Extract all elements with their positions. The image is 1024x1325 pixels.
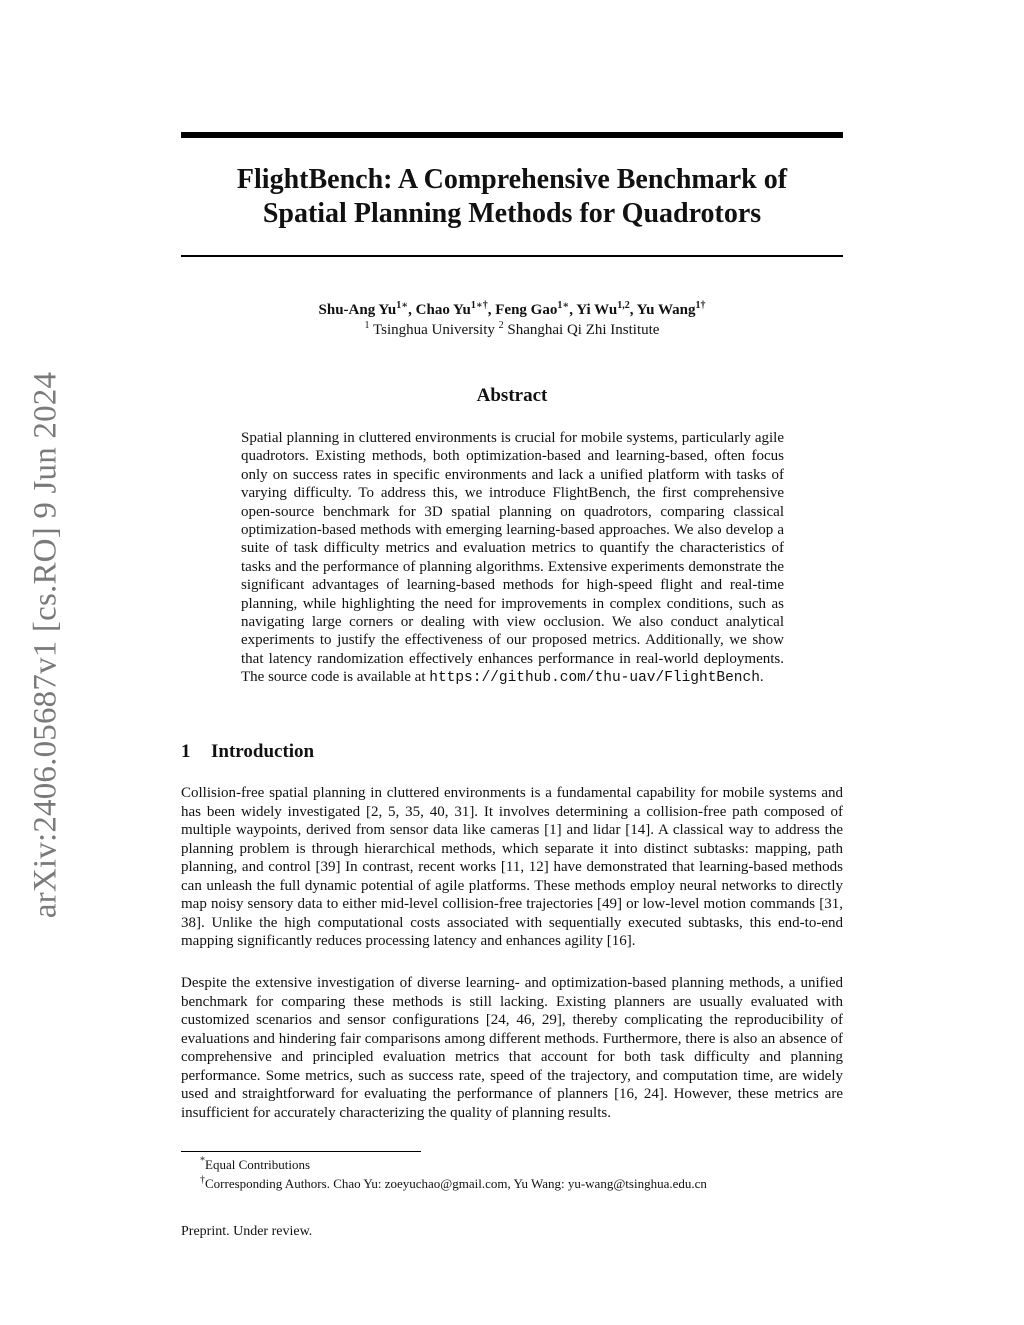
preprint-notice: Preprint. Under review. bbox=[181, 1224, 313, 1239]
title-line-1: FlightBench: A Comprehensive Benchmark of bbox=[236, 164, 788, 195]
author-list: Shu-Ang $Yu^{1∗}$, Chao $Yu^{1∗\dagger}$, Feng Gao$^{1∗}$, Yi Wu$^{1,2}$, Yu Wang$^{1\dagger}$ bbox=[318, 300, 706, 318]
author-name: Feng Gao bbox=[495, 302, 558, 318]
intro-paragraph-1: Collision-free spatial planning in cluttered environments is a fundamental capability for mobile systems and has been widely investigated [2, 5, 35, 40, 31]. It involves determining a collision-free path composed of multiple waypoints, derived from sensor data like cameras [1] and lidar [14]. A classical way to address the planning problem is through hierarchical methods, which separate it into distinct subtasks: mapping, path planning, and control [39] In contrast, recent works [11, 12] have demonstrated that learning-based methods can unleash the full dynamic potential of agile platforms. These methods employ neural networks to directly map noisy sensory data to either mid-level collision-free trajectories [49] or low-level motion commands [31, 38]. Unlike the high computational costs associated with sequentially executed subtasks, this end-to-end mapping significantly reduces processing latency and enhances agility [16]. bbox=[181, 785, 843, 949]
section-title: Introduction bbox=[211, 741, 315, 762]
footnote-rule bbox=[181, 1151, 421, 1152]
title-line-2: Spatial Planning Methods for Quadrotors bbox=[262, 198, 762, 229]
abstract-end: . bbox=[759, 669, 764, 686]
section-heading bbox=[181, 741, 314, 763]
intro-paragraph-2: Despite the extensive investigation of diverse learning- and optimization-based planning methods, a unified benchmark for comparing these methods is still lacking. Existing planners are usually evaluated with customized scenarios and sensor configurations [24, 46, 29], thereby complicating the reproducibility of evaluations and hindering fair comparisons among different methods. Furthermore, there is also an absence of comprehensive and principled evaluation metrics that account for both task difficulty and planning performance. Some metrics, such as success rate, speed of the trajectory, and computation time, are widely used and straightforward for evaluating the performance of planners [16, 24]. However, these metrics are insufficient for accurately characterizing the quality of planning results. bbox=[181, 975, 843, 1121]
author-affiliation-mark: 1∗ bbox=[557, 300, 570, 311]
footnote-text: Equal Contributions bbox=[205, 1157, 311, 1172]
title-rule-top bbox=[181, 132, 843, 138]
affiliation-name: Shanghai Qi Zhi Institute bbox=[507, 322, 660, 338]
abstract-body bbox=[241, 429, 784, 688]
author-affiliation-mark: 1∗ bbox=[396, 300, 409, 311]
author-name: Chao Yu bbox=[415, 302, 471, 318]
affiliation-mark: 2 bbox=[498, 320, 504, 331]
abstract-text: Spatial planning in cluttered environments is crucial for mobile systems, particularly agile quadrotors. Existing methods, both optimization-based and learning-based, often focus only on success rates in specific environments and lack a unified platform with tasks of varying difficulty. To address this, we introduce FlightBench, the first comprehensive open-source benchmark for 3D spatial planning on quadrotors, comparing classical optimization-based methods with emerging learning-based approaches. We also develop a suite of task difficulty metrics and evaluation metrics to quantify the characteristics of tasks and the performance of planning algorithms. Extensive experiments demonstrate the significant advantages of learning-based methods for high-speed flight and real-time planning, while highlighting the need for improvements in complex conditions, such as navigating large corners or dealing with view occlusion. We also conduct analytical experiments to justify the effectiveness of our proposed metrics. Additionally, we show that latency randomization effectively enhances performance in real-world deployments. The source code is available at bbox=[241, 430, 784, 686]
paper-title bbox=[181, 163, 843, 231]
author-name: Shu-Ang Yu bbox=[318, 302, 397, 318]
source-code-link[interactable]: https://github.com/thu-uav/FlightBench bbox=[429, 670, 760, 687]
arxiv-identifier: arXiv:2406.05687v1 [cs.RO] 9 Jun 2024 bbox=[27, 371, 64, 919]
section-number: 1 bbox=[181, 741, 191, 762]
affiliation-name: Tsinghua University bbox=[373, 322, 495, 338]
affiliation-mark: 1 bbox=[364, 320, 370, 331]
abstract-heading: Abstract bbox=[476, 385, 548, 406]
author-name: Yu Wang bbox=[636, 302, 696, 318]
author-affiliation-mark: 1,2 bbox=[617, 300, 630, 311]
affiliations bbox=[181, 320, 843, 340]
title-rule-bottom bbox=[181, 255, 843, 257]
footnote-mark: † bbox=[200, 1174, 205, 1186]
footnote-equal-contribution bbox=[200, 1157, 310, 1173]
author-name: Yi Wu bbox=[576, 302, 618, 318]
author-affiliation-mark: 1† bbox=[695, 300, 706, 311]
footnote-corresponding-authors bbox=[200, 1176, 707, 1192]
author-affiliation-mark: 1∗† bbox=[470, 300, 488, 311]
footnote-mark: * bbox=[200, 1155, 205, 1167]
footnote-text: Corresponding Authors. Chao Yu: zoeyuchao@gmail.com, Yu Wang: yu-wang@tsinghua.edu.cn bbox=[205, 1176, 707, 1191]
